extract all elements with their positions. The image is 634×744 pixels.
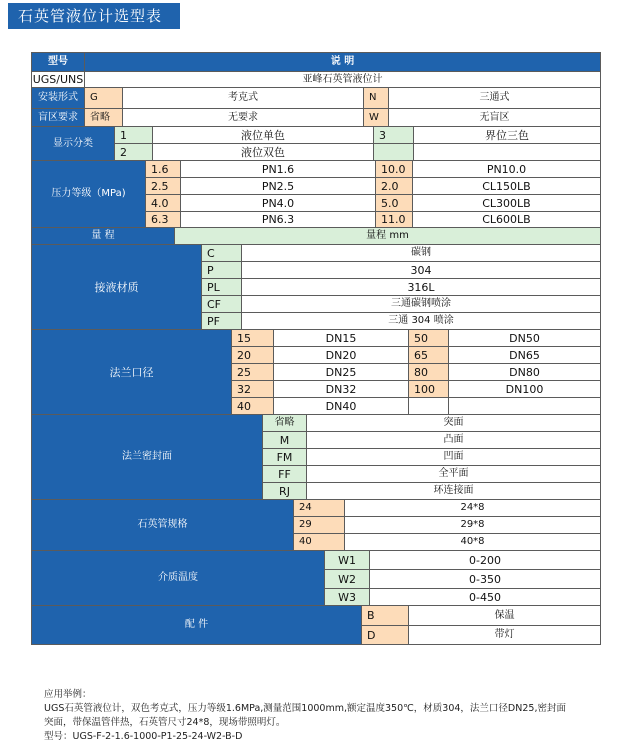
- blind-value-omit: 无要求: [122, 108, 364, 127]
- flange-code: 50: [408, 329, 449, 347]
- seal-code: FM: [262, 448, 307, 466]
- seal-label: 法兰密封面: [31, 414, 263, 500]
- temp-value: 0-200: [369, 550, 601, 570]
- blind-value-w: 无盲区: [388, 108, 601, 127]
- display-value-2: 液位双色: [152, 143, 374, 161]
- tube-label: 石英管规格: [31, 499, 294, 551]
- seal-value: 凸面: [306, 431, 601, 449]
- seal-code: FF: [262, 465, 307, 483]
- flange-value: DN100: [448, 380, 601, 398]
- tube-code: 40: [293, 533, 345, 551]
- tube-code: 29: [293, 516, 345, 534]
- blind-label: 盲区要求: [31, 108, 85, 127]
- range-label: 量 程: [31, 227, 175, 245]
- flange-code: 65: [408, 346, 449, 364]
- pressure-value: PN4.0: [180, 194, 376, 212]
- install-code-g: G: [84, 87, 123, 109]
- example-line: UGS石英管液位计，双色考克式，压力等级1.6MPa,测量范围1000mm,额定温度350℃，材质304，法兰口径DN25,密封面: [44, 703, 566, 714]
- accessory-value: 保温: [408, 605, 601, 626]
- flange-value: DN15: [273, 329, 409, 347]
- install-value-g: 考克式: [122, 87, 364, 109]
- material-code: C: [201, 244, 242, 262]
- pressure-value: PN2.5: [180, 177, 376, 195]
- pressure-code: 10.0: [375, 160, 413, 178]
- material-code: PF: [201, 312, 242, 330]
- example-model: 型号：UGS-F-2-1.6-1000-P1-25-24-W2-B-D: [44, 731, 243, 742]
- accessory-label: 配 件: [31, 605, 362, 645]
- usage-example: [44, 688, 604, 744]
- ugs-label: UGS/UNS: [32, 73, 84, 86]
- pressure-code: 2.5: [145, 177, 181, 195]
- pressure-code: 1.6: [145, 160, 181, 178]
- tube-value: 24*8: [344, 499, 601, 517]
- pressure-value: PN1.6: [180, 160, 376, 178]
- material-value: 304: [241, 261, 601, 279]
- seal-value: 全平面: [306, 465, 601, 483]
- flange-code: 15: [231, 329, 274, 347]
- temp-value: 0-450: [369, 588, 601, 606]
- flange-value: DN50: [448, 329, 601, 347]
- flange-code: 40: [231, 397, 274, 415]
- seal-code: RJ: [262, 482, 307, 500]
- blind-code-omit: 省略: [84, 108, 123, 127]
- temp-label: 介质温度: [31, 550, 325, 606]
- accessory-value: 带灯: [408, 625, 601, 645]
- seal-code: 省略: [262, 414, 307, 432]
- pressure-value: PN6.3: [180, 211, 376, 228]
- accessory-code: B: [361, 605, 409, 626]
- seal-value: 突面: [306, 414, 601, 432]
- flange-value: DN20: [273, 346, 409, 364]
- seal-value: 凹面: [306, 448, 601, 466]
- material-value: 三通碳钢喷涂: [241, 295, 601, 313]
- install-code-n: N: [363, 87, 389, 109]
- pressure-code: 5.0: [375, 194, 413, 212]
- install-label: 安装形式: [31, 87, 85, 109]
- ugs-value: 亚峰石英管液位计: [84, 71, 601, 88]
- flange-code: 100: [408, 380, 449, 398]
- range-value: 量程 mm: [174, 227, 601, 245]
- temp-code: W1: [324, 550, 370, 570]
- flange-value: DN65: [448, 346, 601, 364]
- pressure-code: 11.0: [375, 211, 413, 228]
- page-title: 石英管液位计选型表: [8, 3, 180, 29]
- pressure-code: 4.0: [145, 194, 181, 212]
- flange-value: DN32: [273, 380, 409, 398]
- flange-value: DN25: [273, 363, 409, 381]
- pressure-code: 6.3: [145, 211, 181, 228]
- display-label: 显示分类: [31, 126, 115, 161]
- display-code-3: 3: [373, 126, 414, 144]
- display-empty-value: [413, 143, 601, 161]
- material-code: CF: [201, 295, 242, 313]
- pressure-code: 2.0: [375, 177, 413, 195]
- description-header: 说 明: [84, 52, 601, 72]
- material-value: 三通 304 喷涂: [241, 312, 601, 330]
- temp-value: 0-350: [369, 569, 601, 589]
- temp-code: W2: [324, 569, 370, 589]
- example-line: 突面，带保温管伴热，石英管尺寸24*8，现场带照明灯。: [44, 717, 286, 728]
- flange-empty-value: [448, 397, 601, 415]
- accessory-code: D: [361, 625, 409, 645]
- tube-value: 40*8: [344, 533, 601, 551]
- flange-code: 20: [231, 346, 274, 364]
- flange-code: 80: [408, 363, 449, 381]
- pressure-label: 压力等级（MPa): [31, 160, 146, 228]
- flange-value: DN40: [273, 397, 409, 415]
- seal-code: M: [262, 431, 307, 449]
- pressure-value: PN10.0: [412, 160, 601, 178]
- pressure-value: CL600LB: [412, 211, 601, 228]
- temp-code: W3: [324, 588, 370, 606]
- tube-value: 29*8: [344, 516, 601, 534]
- material-value: 316L: [241, 278, 601, 296]
- material-value: 碳钢: [241, 244, 601, 262]
- display-empty-code: [373, 143, 414, 161]
- seal-value: 环连接面: [306, 482, 601, 500]
- material-code: PL: [201, 278, 242, 296]
- example-heading: 应用举例：: [44, 689, 92, 700]
- flange-empty-code: [408, 397, 449, 415]
- material-code: P: [201, 261, 242, 279]
- material-label: 接液材质: [31, 244, 202, 330]
- pressure-value: CL150LB: [412, 177, 601, 195]
- tube-code: 24: [293, 499, 345, 517]
- flange-label: 法兰口径: [31, 329, 232, 415]
- blind-code-w: W: [363, 108, 389, 127]
- model-header: 型号: [31, 52, 85, 72]
- display-value-1: 液位单色: [152, 126, 374, 144]
- display-code-2: 2: [114, 143, 153, 161]
- display-code-1: 1: [114, 126, 153, 144]
- flange-code: 25: [231, 363, 274, 381]
- display-value-3: 界位三色: [413, 126, 601, 144]
- flange-code: 32: [231, 380, 274, 398]
- flange-value: DN80: [448, 363, 601, 381]
- pressure-value: CL300LB: [412, 194, 601, 212]
- install-value-n: 三通式: [388, 87, 601, 109]
